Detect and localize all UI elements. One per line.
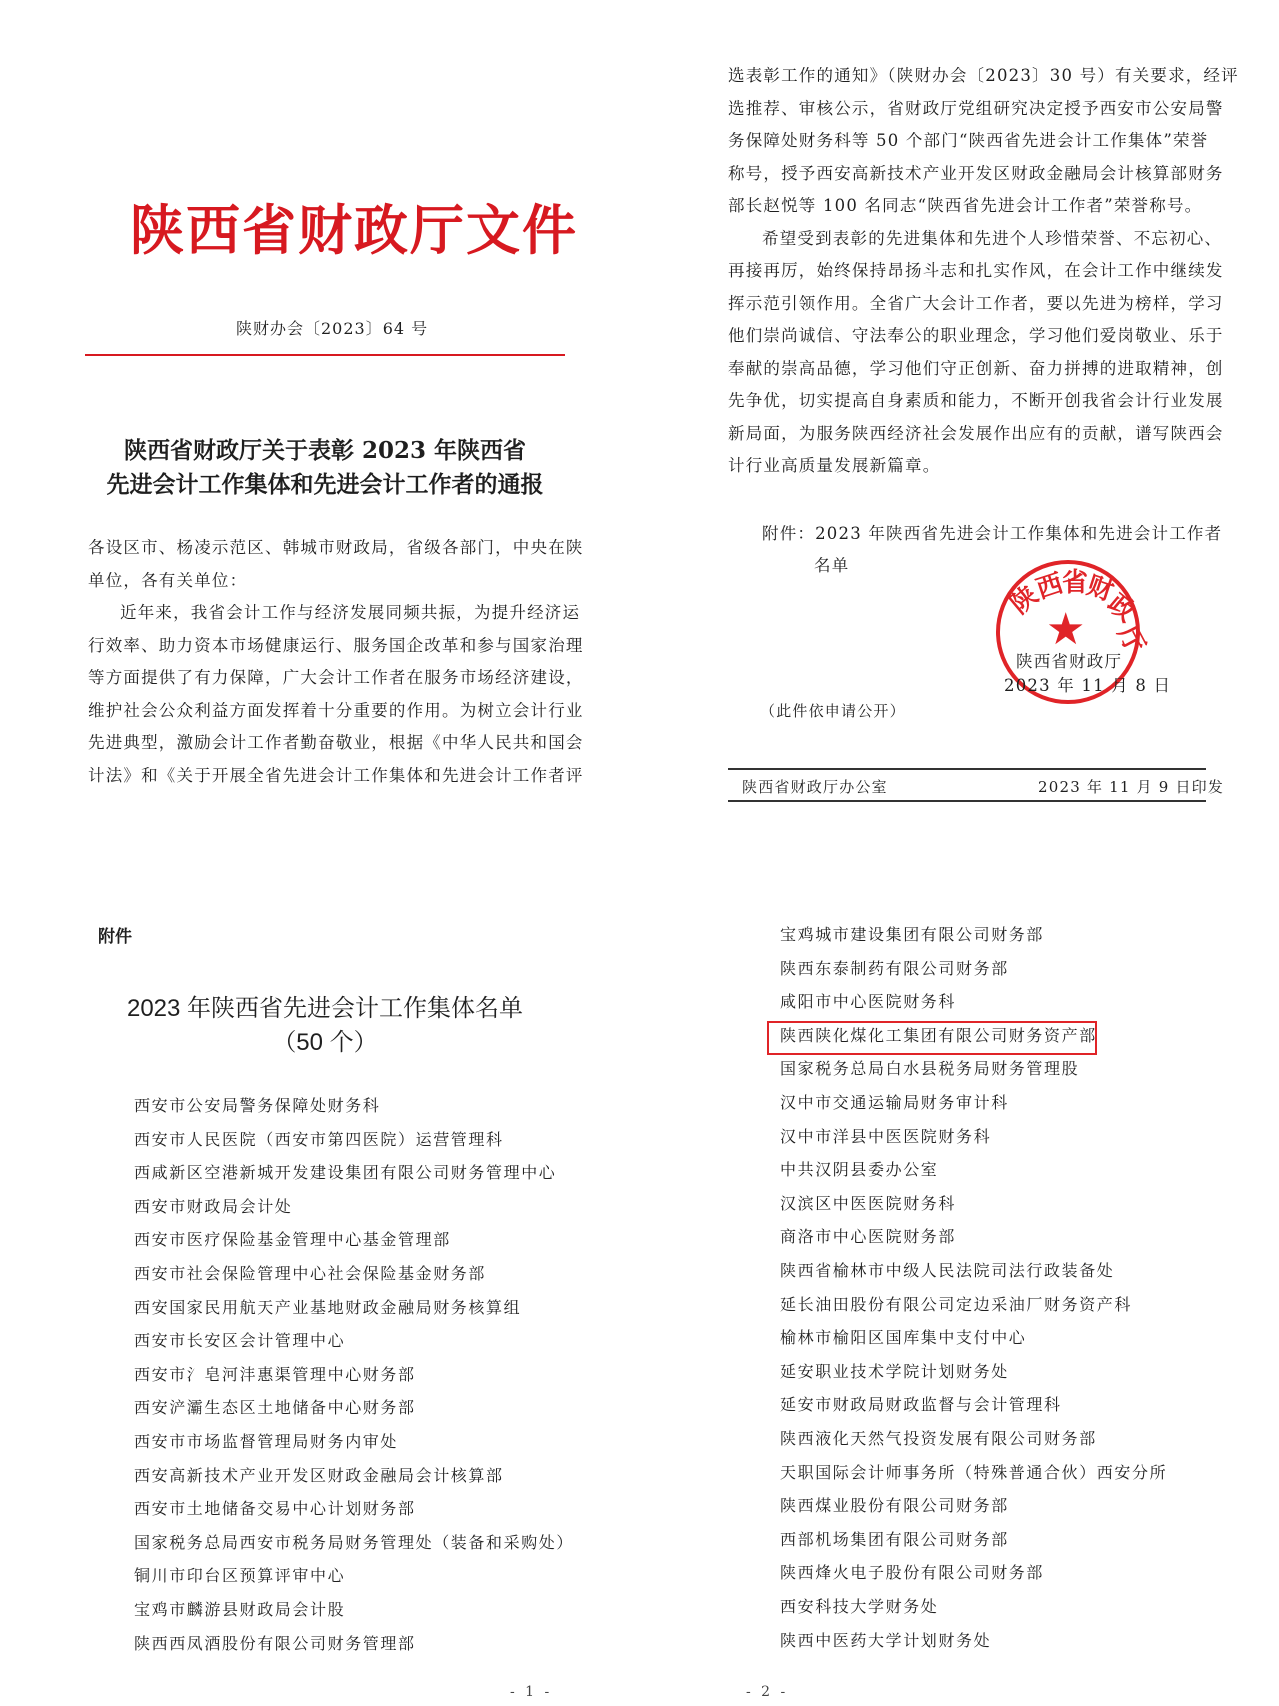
- list-item: 西安市人民医院（西安市第四医院）运营管理科: [134, 1129, 504, 1149]
- list-item: 西安浐灞生态区土地储备中心财务部: [134, 1398, 416, 1418]
- signer: 陕西省财政厅: [1016, 652, 1123, 671]
- list-item: 西安市社会保险管理中心社会保险基金财务部: [134, 1264, 487, 1283]
- body-line: 各设区市、杨凌示范区、韩城市财政局，省级各部门，中央在陕: [88, 538, 584, 557]
- list-item: 西安市市场监督管理局财务内审处: [134, 1432, 399, 1451]
- body-line: 希望受到表彰的先进集体和先进个人珍惜荣誉、不忘初心、: [762, 228, 1223, 248]
- list-item: 西安市土地储备交易中心计划财务部: [134, 1499, 416, 1519]
- body-line: 选表彰工作的通知》（陕财办会〔2023〕30 号）有关要求，经评: [728, 66, 1239, 85]
- list-item: 陕西省榆林市中级人民法院司法行政装备处: [780, 1261, 1115, 1280]
- attachment-note-cont: 名单: [814, 556, 850, 575]
- body-line: 维护社会公众利益方面发挥着十分重要的作用。为树立会计行业: [88, 700, 584, 720]
- list-item: 西部机场集团有限公司财务部: [780, 1529, 1009, 1549]
- list-title: 2023 年陕西省先进会计工作集体名单: [126, 995, 524, 1022]
- seal-star-icon: ★: [1046, 604, 1086, 655]
- list-item: 陕西东泰制药有限公司财务部: [780, 958, 1009, 978]
- body-line: 计行业高质量发展新篇章。: [728, 456, 941, 475]
- list-item: 西安市公安局警务保障处财务科: [134, 1096, 381, 1115]
- body-line: 奉献的崇高品德，学习他们守正创新、奋力拼搏的进取精神，创: [728, 358, 1224, 378]
- list-item: 延长油田股份有限公司定边采油厂财务资产科: [780, 1294, 1133, 1314]
- body-line: 称号，授予西安高新技术产业开发区财政金融局会计核算部财务: [728, 163, 1224, 183]
- list-item: 宝鸡市麟游县财政局会计股: [134, 1600, 346, 1619]
- seal-char: 西: [1032, 568, 1067, 606]
- footer-rule-bottom: [728, 800, 1206, 802]
- list-item: 陕西煤业股份有限公司财务部: [780, 1496, 1009, 1516]
- list-item: 西安市财政局会计处: [134, 1196, 293, 1216]
- list-item: 陕西液化天然气投资发展有限公司财务部: [780, 1429, 1097, 1448]
- seal-char: 省: [1062, 568, 1089, 598]
- body-line: 先进典型，激励会计工作者勤奋敬业，根据《中华人民共和国会: [88, 733, 584, 752]
- page-number-right: - 2 -: [746, 1684, 789, 1700]
- list-item: 陕西西凤酒股份有限公司财务管理部: [134, 1633, 416, 1653]
- footer-office: 陕西省财政厅办公室: [742, 778, 888, 796]
- seal-char: 陕: [1005, 580, 1045, 621]
- list-item: 宝鸡城市建设集团有限公司财务部: [780, 925, 1045, 944]
- page-one: [0, 0, 640, 853]
- list-item: 陕西陕化煤化工集团有限公司财务资产部: [780, 1025, 1097, 1045]
- list-item: 西安科技大学财务处: [780, 1597, 939, 1616]
- seal-char: 厅: [1111, 621, 1151, 659]
- highlight-box: [767, 1021, 1097, 1055]
- list-item: 商洛市中心医院财务部: [780, 1227, 957, 1247]
- list-item: 西安高新技术产业开发区财政金融局会计核算部: [134, 1465, 504, 1485]
- red-divider: [85, 354, 565, 356]
- page-number-left: - 1 -: [510, 1684, 553, 1700]
- body-line: 部长赵悦等 100 名同志“陕西省先进会计工作者”荣誉称号。: [728, 196, 1203, 215]
- body-line: 计法》和《关于开展全省先进会计工作集体和先进会计工作者评: [88, 765, 584, 785]
- list-count: （50 个）: [272, 1029, 378, 1056]
- list-item: 西安市氵皂河沣惠渠管理中心财务部: [134, 1364, 416, 1384]
- body-line: 等方面提供了有力保障，广大会计工作者在服务市场经济建设，: [88, 668, 584, 687]
- body-line: 选推荐、审核公示，省财政厅党组研究决定授予西安市公安局警: [728, 98, 1224, 118]
- title-line-1: 陕西省财政厅关于表彰 2023 年陕西省: [123, 437, 527, 464]
- list-item: 陕西中医药大学计划财务处: [780, 1630, 992, 1650]
- list-item: 陕西烽火电子股份有限公司财务部: [780, 1563, 1045, 1583]
- body-line: 近年来，我省会计工作与经济发展同频共振，为提升经济运: [120, 603, 581, 622]
- body-line: 行效率、助力资本市场健康运行、服务国企改革和参与国家治理: [88, 635, 584, 655]
- body-line: 挥示范引领作用。全省广大会计工作者，要以先进为榜样，学习: [728, 293, 1224, 313]
- list-item: 西咸新区空港新城开发建设集团有限公司财务管理中心: [134, 1163, 557, 1183]
- red-header: 陕西省财政厅文件: [130, 198, 578, 262]
- seal-char: 财: [1083, 570, 1118, 608]
- seal-char: 政: [1101, 588, 1142, 629]
- disclosure-note: （此件依申请公开）: [760, 702, 906, 720]
- body-line: 他们崇尚诚信、守法奉公的职业理念，学习他们爱岗敬业、乐于: [728, 326, 1224, 345]
- list-item: 榆林市榆阳区国库集中支付中心: [780, 1328, 1027, 1348]
- attachment-label: 附件: [98, 927, 132, 946]
- title-line-2: 先进会计工作集体和先进会计工作者的通报: [106, 471, 544, 498]
- list-item: 汉中市交通运输局财务审计科: [780, 1093, 1009, 1112]
- list-item: 西安市长安区会计管理中心: [134, 1331, 346, 1351]
- list-item: 铜川市印台区预算评审中心: [134, 1566, 346, 1586]
- list-item: 西安市医疗保险基金管理中心基金管理部: [134, 1230, 451, 1250]
- body-line: 新局面，为服务陕西经济社会发展作出应有的贡献，谱写陕西会: [728, 423, 1224, 443]
- list-item: 中共汉阴县委办公室: [780, 1160, 939, 1180]
- list-item: 汉中市洋县中医医院财务科: [780, 1126, 992, 1146]
- list-item: 咸阳市中心医院财务科: [780, 992, 957, 1012]
- list-item: 天职国际会计师事务所（特殊普通合伙）西安分所: [780, 1462, 1168, 1482]
- body-line: 先争优，切实提高自身素质和能力，不断开创我省会计行业发展: [728, 391, 1224, 410]
- list-item: 西安国家民用航天产业基地财政金融局财务核算组: [134, 1297, 522, 1317]
- doc-number: 陕财办会〔2023〕64 号: [236, 319, 429, 338]
- list-item: 延安职业技术学院计划财务处: [780, 1361, 1009, 1381]
- list-item: 延安市财政局财政监督与会计管理科: [780, 1395, 1062, 1415]
- issue-date: 2023 年 11 月 8 日: [1004, 676, 1172, 695]
- footer-date: 2023 年 11 月 9 日印发: [1038, 778, 1225, 796]
- body-line: 务保障处财务科等 50 个部门“陕西省先进会计工作集体”荣誉: [728, 131, 1209, 150]
- footer-rule-top: [728, 768, 1206, 770]
- list-item: 国家税务总局西安市税务局财务管理处（装备和采购处）: [134, 1532, 575, 1552]
- list-item: 汉滨区中医医院财务科: [780, 1193, 957, 1213]
- attachment-note: 附件：2023 年陕西省先进会计工作集体和先进会计工作者: [762, 524, 1223, 543]
- list-item: 国家税务总局白水县税务局财务管理股: [780, 1059, 1080, 1079]
- body-line: 单位，各有关单位：: [88, 570, 248, 590]
- body-line: 再接再厉，始终保持昂扬斗志和扎实作风，在会计工作中继续发: [728, 261, 1224, 280]
